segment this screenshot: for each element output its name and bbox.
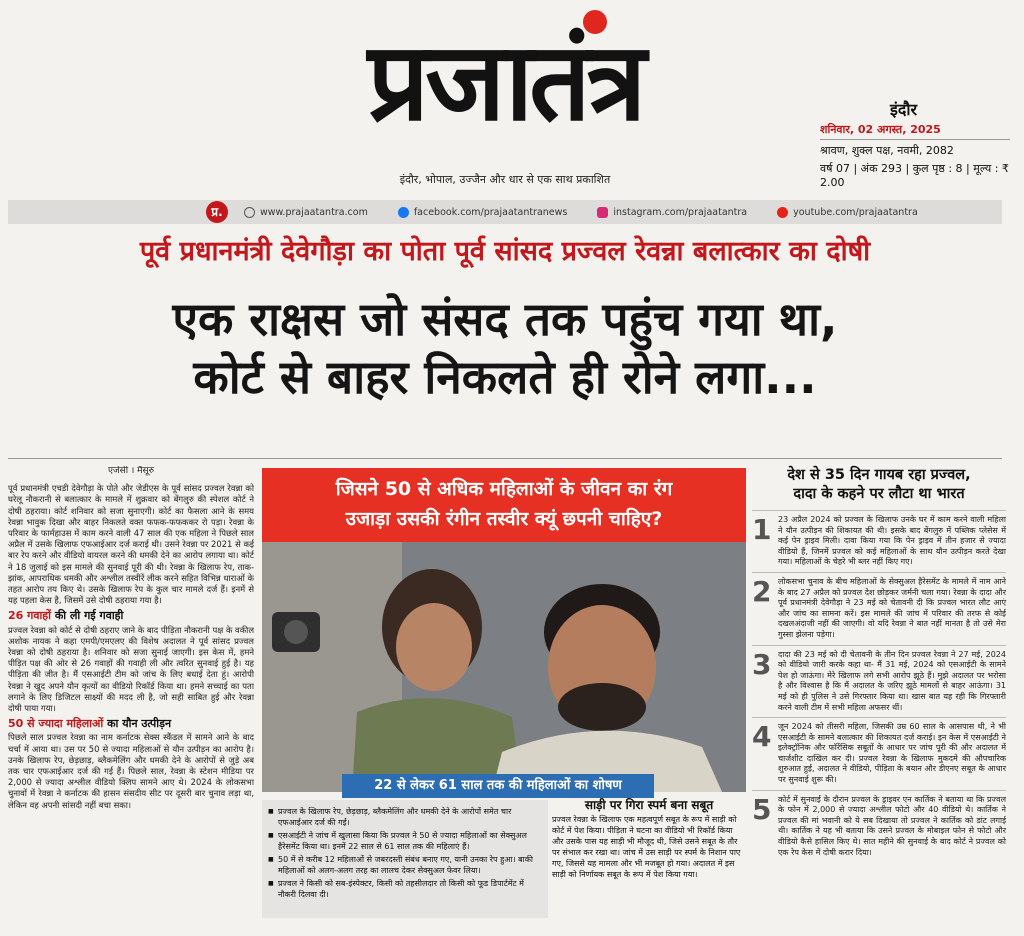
youtube-label: youtube.com/prajaatantra (793, 206, 918, 218)
instagram-icon (597, 207, 608, 218)
edition-issue: वर्ष 07 | अंक 293 | कुल पृष्ठ : 8 | मूल्य : ₹ 2.00 (820, 162, 1009, 189)
timeline-number: 3 (752, 647, 772, 681)
fact-item: ■ प्रज्वल ने किसी को सब-इंस्पेक्टर, किसी को तहसीलदार तो किसी को फूड डिपार्टमेंट में नौकरी दिलवा दी। (268, 878, 542, 900)
timeline-item (752, 572, 1006, 645)
website-link[interactable] (244, 207, 368, 218)
timeline-number: 2 (752, 574, 772, 608)
timeline-sidebar (752, 466, 1006, 928)
edition-date: शनिवार, 02 अगस्त, 2025 (820, 122, 1010, 140)
timeline-text: लोकसभा चुनाव के बीच महिलाओं के सेक्सुअल हैरेसमेंट के मामले में नाम आने के बाद 27 अप्रैल को प्रज्वल देश छोड़कर जर्मनी चला गया। रेवन्ना के दादा और पूर्व प्रधानमंत्री देवेगौड़ा ने 23 मई को चेतावनी दी कि प्रज्वल भारत लौट आएं और जांच का सामना करें। इस मामले की जांच में परिवार की तरफ से कोई दखलअंदाजी नहीं की जाएगी। वो यदि रेवन्ना ने बात नहीं मानता है तो उसे मेरा गुस्सा झेलना पड़ेगा। (778, 576, 1006, 639)
youtube-link[interactable] (777, 207, 918, 218)
story-paragraph-1: पूर्व प्रधानमंत्री एचडी देवेगौड़ा के पोते और जेडीएस के पूर्व सांसद प्रज्वल रेवन्ना को घरेलू नौकरानी से बलात्कार के मामले में शुक्रवार को बेंगलुरु की स्पेशल कोर्ट ने दोषी ठहराया। कोर्ट शनिवार को सजा सुनाएगी। कोर्ट का फैसला आने के समय रेवन्ना भावुक दिखा और बाहर निकलते वक्त फफक-फफककर रो पड़ा। रेवन्ना के परिवार के फार्महाउस में काम करने वाली 47 साल की एक महिला ने पिछले साल अप्रैल में उसके खिलाफ एफआईआर दर्ज कराई थी। उसने रेवन्ना पर 2021 से कई बार रेप करने और वीडियो वायरल करने की धमकी देने का आरोप लगाया था। कोर्ट ने 18 जुलाई को इस मामले की सुनवाई पूरी की थी। रेवन्ना के खिलाफ रेप, ताक-झांक, आपराधिक धमकी और अश्लील तस्वीरें लीक करने सहित विभिन्न धाराओं के तहत आरोप तय किए थे। उसके खिलाफ रेप के कुल चार मामले दर्ज हैं। इनमें से यह पहला केस है, जिसमें उसे दोषी ठहराया गया है। (8, 483, 254, 606)
sidebar-title: देश से 35 दिन गायब रहा प्रज्वल, दादा के कहने पर लौटा था भारत (787, 467, 971, 502)
youtube-icon (777, 207, 788, 218)
story-kicker: पूर्व प्रधानमंत्री देवेगौड़ा का पोता पूर्व सांसद प्रज्वल रेवन्ना बलात्कार का दोषी (139, 236, 871, 267)
timeline-text: जून 2024 को तीसरी महिला, जिसकी उम्र 60 साल के आसपास थी, ने भी एसआईटी के सामने बलात्कार की शिकायत दर्ज कराई। इन केस में एसआईटी ने इलेक्ट्रॉनिक और फॉरेंसिक सबूतों के आधार पर जांच पूरी की और अदालत में चार्जशीट दाखिल कर दी। प्रज्वल रेवन्ना के खिलाफ मुकदमे की औपचारिक शुरुआत हुई, अदालत ने वीडियो, पीड़िता के बयान और डीएनए सबूत के आधार पर सुनवाई शुरू की। (778, 722, 1006, 785)
masthead-tagline: इंदौर, भोपाल, उज्जैन और धार से एक साथ प्रकाशित (399, 173, 611, 186)
social-bar (8, 200, 1002, 224)
story-paragraph-3: पिछले साल प्रज्वल रेवन्ना का नाम कर्नाटक सेक्स स्कैंडल में सामने आने के बाद चर्चा में आया था। उस पर 50 से ज्यादा महिलाओं से यौन उत्पीड़न का आरोप है। उनके खिलाफ रेप, छेड़छाड़, ब्लैकमेलिंग और धमकी देने के आरोपों से जुड़े अब तक चार एफआईआर दर्ज की गई हैं। पिछले साल, रेवन्ना के स्टेशन मीडिया पर 2,000 से ज्यादा अश्लील वीडियो क्लिप सामने आए थे। 2024 के लोकसभा चुनावों में रेवन्ना ने कर्नाटक की हासन संसदीय सीट पर दूसरी बार चुनाव लड़ा था, लेकिन वह अपनी सांसदी नहीं बचा सका। (8, 732, 254, 810)
evidence-text: प्रज्वल रेवन्ना के खिलाफ एक महत्वपूर्ण सबूत के रूप में साड़ी को कोर्ट में पेश किया। पीड़िता ने घटना का वीडियो भी रिकॉर्ड किया और उसके पास यह साड़ी भी मौजूद थी, जिसे उसने सबूत के तौर पर संभाल कर रखा था। जांच में उस साड़ी पर स्पर्म के निशान पाए गए, जिससे यह मामला और भी मजबूत हो गया। अदालत में इस साड़ी को निर्णायक सबूत के रूप में पेश किया गया। (552, 815, 741, 879)
photo-illustration (262, 542, 746, 792)
facebook-icon (398, 207, 409, 218)
headline-line-1: एक राक्षस जो संसद तक पहुंच गया था, (172, 292, 838, 346)
edition-info (820, 98, 1010, 189)
evidence-title: साड़ी पर गिरा स्पर्म बना सबूत (584, 798, 714, 812)
timeline-text: दादा की 23 मई को दी चेतावनी के तीन दिन प्रज्वल रेवन्ना ने 27 मई, 2024 को वीडियो जारी करके कहा था- मैं 31 मई, 2024 को एसआईटी के सामने पेश हो जाऊंगा। मेरे खिलाफ लगे सभी आरोप झूठे हैं। मुझे अदालत पर भरोसा है और विश्वास है कि मैं अदालत के जरिए झूठे मामलों से बाहर आऊंगा। 31 मई को ही पुलिस ने उसे गिरफ्तार किया था। खास बात यह रही कि गिरफ्तारी करने वाली टीम में सभी महिला अफसर थीं। (778, 649, 1006, 712)
fact-item: ■ एसआईटी ने जांच में खुलासा किया कि प्रज्वल ने 50 से ज्यादा महिलाओं का सेक्सुअल हैरेसमेंट किया था। इनमें 22 साल से 61 साल तक की महिलाएं हैं। (268, 830, 542, 852)
timeline-number: 1 (752, 513, 772, 546)
headline-line-2: कोर्ट से बाहर निकलते ही रोने लगा... (193, 350, 817, 404)
photo-caption: 22 से लेकर 61 साल तक की महिलाओं का शोषण (342, 774, 654, 798)
story-headline (8, 290, 1002, 406)
timeline-item (752, 790, 1006, 863)
fact-item: ■ 50 में से करीब 12 महिलाओं से जबरदस्ती संबंध बनाए गए, यानी उनका रेप हुआ। बाकी महिलाओं को अलग-अलग तरह का लालच देकर सेक्सुअल फेवर लिया। (268, 854, 542, 876)
facts-box (262, 800, 548, 918)
timeline-text: कोर्ट में सुनवाई के दौरान प्रज्वल के ड्राइवर एन कार्तिक ने बताया था कि प्रज्वल के फोन में 2,000 से ज्यादा अश्लील फोटो और 40 वीडियो थे। कार्तिक ने प्रज्वल की मां भवानी को ये सब दिखाया तो प्रज्वल ने कार्तिक को डांट लगाई थी। कार्तिक ने यह भी बताया कि उसने प्रज्वल के मोबाइल फोन से फोटो और वीडियो कैसे हासिल किए थे। सात महीने की सुनवाई के बाद कोर्ट ने प्रज्वल को एक रेप केस में दोषी करार दिया। (778, 794, 1006, 857)
instagram-link[interactable] (597, 207, 747, 218)
photo-banner (262, 468, 746, 542)
divider (8, 458, 1002, 459)
facebook-label: facebook.com/prajaatantranews (413, 206, 568, 218)
globe-icon (244, 207, 255, 218)
subhead-women: 50 से ज्यादा महिलाओं का यौन उत्पीड़न (8, 717, 172, 731)
banner-line-1: जिसने 50 से अधिक महिलाओं के जीवन का रंग (335, 478, 673, 500)
byline: एजेंसी । मैसूरु (107, 466, 155, 476)
timeline-item (752, 645, 1006, 718)
evidence-box (552, 800, 746, 918)
timeline-item (752, 717, 1006, 790)
instagram-label: instagram.com/prajaatantra (613, 206, 748, 218)
banner-line-2: उजाड़ा उसकी रंगीन तस्वीर क्यूं छपनी चाहिए? (345, 508, 663, 530)
timeline-number: 5 (752, 792, 772, 826)
fact-item: ■ प्रज्वल के खिलाफ रेप, छेड़छाड़, ब्लैकमेलिंग और धमकी देने के आरोपों समेत चार एफआईआर दर्ज की गईं। (268, 806, 542, 828)
website-label: www.prajaatantra.com (260, 206, 368, 218)
brand-badge: प्र. (206, 201, 228, 223)
edition-city: इंदौर (890, 100, 918, 119)
story-paragraph-2: प्रज्वल रेवन्ना को कोर्ट से दोषी ठहराए जाने के बाद पीड़िता नौकरानी पक्ष के वकील अशोक नायक ने कहा एमपी/एमएलए की विशेष अदालत ने पूर्व सांसद प्रज्वल रेवन्ना को दोषी ठहराया है। शनिवार को सजा सुनाई जाएगी। इस केस में, हमने पीड़ित पक्ष की ओर से 26 गवाहों की गवाही ली और त्वरित सुनवाई हुई है। यह पीड़िता की जीत है। मैं एसआईटी टीम को जांच के लिए बधाई देता हूं। आरोपी रेवन्ना ने खुद अपने यौन कृत्यों का वीडियो रिकॉर्ड किया था। हमने सच्चाई का पता लगाने के लिए डिजिटल साक्ष्यों की मदद ली है, जो सही साबित हुई और रेवन्ना दोषी पाया गया। (8, 624, 254, 714)
masthead-logo: प्रजातंत्र (367, 19, 643, 145)
facebook-link[interactable] (398, 207, 568, 218)
main-story-column (8, 466, 254, 926)
subhead-witnesses: 26 गवाहों की ली गई गवाही (8, 609, 124, 623)
timeline-text: 23 अप्रैल 2024 को प्रज्वल के खिलाफ उनके घर में काम करने वाली महिला ने यौन उत्पीड़न की शिकायत की थी। इसके बाद बेंगलुरु में पब्लिक प्लेसेस में कई पेन ड्राइव मिली। दावा किया गया कि पेन ड्राइव में तीन हजार से ज्यादा वीडियो हैं, जिनमें प्रज्वल को कई महिलाओं के साथ यौन उत्पीड़न करते देखा गया। महिलाओं के चेहरे भी ब्लर नहीं किए गए। (778, 515, 1006, 567)
timeline-number: 4 (752, 720, 772, 754)
edition-tithi: श्रावण, शुक्ल पक्ष, नवमी, 2082 (820, 144, 954, 157)
timeline-item (752, 510, 1006, 572)
news-photo (262, 542, 746, 792)
